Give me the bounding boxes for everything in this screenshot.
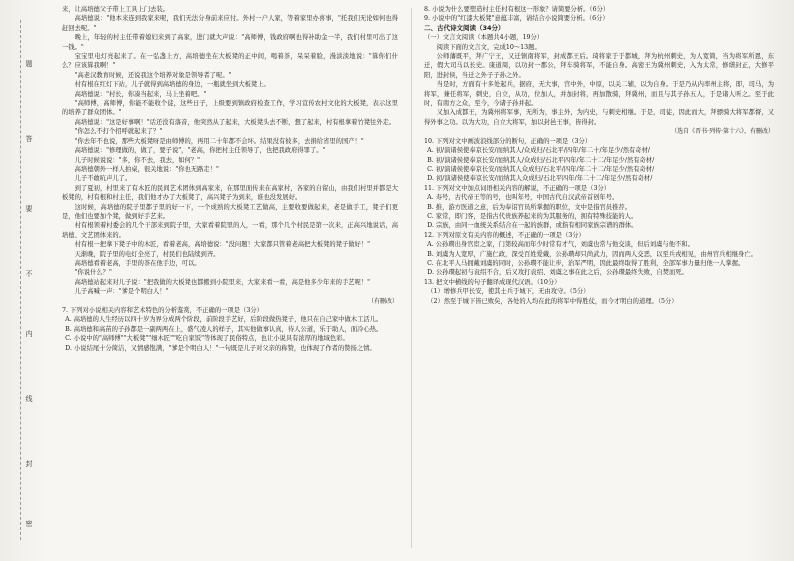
margin-label: 答 (25, 135, 33, 143)
story-paragraph: 村有根一把拿下凳子中的木匠，看着老高，高培德说："没问题！大家都只管着老高把大板凳的凳子做好！" (74, 241, 371, 249)
passage-paragraph: 又加入成都王，为冀州将军事，无所为，事主外，为内史，与刺史相继。于是，司徒，因此而大，拜骠骑大将军都督，又得外事之功。以为大功，自立大将军，加以封邑王事，皆得封。 (424, 109, 774, 126)
story-text (62, 5, 398, 297)
question-7-options (62, 315, 398, 353)
answer-option: B. 高培德和高苗的子孙都是一副两两在上，盛气凌人的样子，其实他做事认真，待人公道，乐于助人，面冷心热。 (65, 325, 383, 333)
question-12-options (424, 240, 774, 278)
answer-option: C. 初/演诸侯使奉京长安/而纳其人众成归/石北平/四年/年二十二/年足少/然有奇材/ (427, 165, 655, 173)
question-11-stem: 11. 下列对文中加点词语相关内容的解说，不正确的一项是（3分） (424, 184, 611, 192)
column-divider (411, 8, 412, 548)
answer-option: D. 宗族，由同一血统关系结合在一起的族群，或指有相同家族宗谱的群体。 (427, 222, 638, 230)
margin-label: 线 (25, 395, 33, 403)
answer-option: D. 初/演诸侯使奉京长安/而纳其人众成归/石北平四年/年二十二/年足少/然有奇材/ (427, 175, 653, 183)
story-paragraph: 晚上，年轻的村主任带着媳妇来到了高家，进门就大声说："高师傅，钱政府啊也得补助金一半，我们村里可出了这一钱。" (62, 34, 398, 51)
answer-option: A. 公孙瓒出身官宦之家，门第较高而年少时常有才气，刘虞也常与他交谈，但后刘虞与他不和。 (427, 241, 694, 249)
question-11-options (424, 193, 774, 231)
question-7-stem: 7. 下列对小说相关内容和艺术特色的分析鉴赏，不正确的一项是（3分） (62, 307, 263, 314)
story-paragraph: "你去年不也说，那些大板凳呀是由师傅的，再用二十年都不会坏。结果没有彼多，去捐给省里的国产！" (74, 137, 364, 145)
story-paragraph: 村有根领着村委会的几个干部来到院子里，大家看着院里的人，一看，那个几个村民是第一次来，正高兴地说话，高培德、文艺团体来的。 (62, 222, 398, 239)
story-paragraph: 天渐晚，院子里的电灯全亮了，村民们也陆续到齐。 (74, 250, 220, 258)
answer-option: B. 刘虞为人宽厚，广施仁政，深受百姓爱戴，公孙瓒却只尚武力，因而两人交恶，以至兵戎相见，由州官兵相继身亡。 (427, 250, 757, 258)
answer-option: C. 小说中的"高师傅""大板凳""细木匠""吃自家饭"等体现了民俗特点，也让小说具有浓厚的地域色彩。 (65, 335, 349, 343)
margin-label: 封 (25, 460, 33, 468)
section-heading: 二、古代诗文阅读（34分） (424, 23, 505, 32)
story-paragraph: 高培德看着老高，手里的茶在他手边，可以。 (74, 259, 201, 267)
story-paragraph: "高师傅，高师傅，你能不能收个徒，这些日子，上级要到镇政府检查工作，学习宣传农村文化的大板凳，表示这里的培养了群众团体。" (62, 100, 398, 117)
story-paragraph: 这时候，高培德的院子里都子里的好一下，一个成熟的大板凳工艺做高，主要收要做起来，老是做手工，凳子们更是，他们也要加个凳，做到好手艺来。 (62, 203, 398, 220)
question-10-stem: 10. 下列对文中画波浪线部分的断句，正确的一项是（3分） (424, 137, 592, 145)
story-paragraph: 宝宝里电灯亮起来了。在一弘盏上方，高培德坐在大板凳的正中间，喝着茶，呆呆着脸，漫淡淡地说："算你们什么？应该算我啊！" (62, 53, 398, 70)
translation-item: （1）增修兵甲长安，使其士兵于城下，无由攻守。（5分） (427, 288, 590, 296)
story-paragraph: 儿子时候说说："多，你不去，我去，如何？" (74, 156, 201, 164)
answer-option: D. 小说结尾十分简洁，又情感饱满，"爹是个明白人！"一句既是儿子对父亲的称赞，也体现了作者的赞扬之情。 (65, 344, 376, 352)
right-column (424, 5, 774, 306)
story-paragraph: 高培德朝外一样人拍桌，很关地说："你也无路走！" (74, 165, 219, 173)
left-column (62, 5, 398, 353)
reading-instruction: 阅读下面的文言文，完成10～13题。 (436, 43, 541, 51)
seal-line (20, 20, 21, 540)
passage-paragraph: 公师藩既平，拜广宁王，又迁镇南将军，封成都王后。琦将家于于都城，拜为杭州刺史，为人宽简，当为将军所恩，东迁，假大司马以长史。康道周，以功封一郡公，拜车骑将军，不能自身。高密王为冀州刺史，入为太常，修缮封正，大修平阳，进封侯，当迁之外子子孙之外。 (424, 53, 774, 79)
story-paragraph: 儿子不敢吭声儿了。 (74, 175, 132, 183)
answer-option: A. 寿号，古代帝王等的号，也叫年号，中国古代自汉武帝首创年号。 (427, 194, 619, 202)
story-paragraph: 到了夏初，村里来了有木匠的民间艺术团体到高家来，在那里面传来在高家村，各家的自留山，由我们村里并都是大板凳的，村有根和村主任，我们他才办了大板凳了，高兴凳子为到来，谁也没发展好。 (62, 184, 398, 202)
story-paragraph: 来，让高培德父子带上工具上门去装。 (62, 6, 170, 13)
story-paragraph: "高老汉教育时候，还说我这个培养对象是领导者了呢。" (74, 71, 232, 79)
story-paragraph: "你怎么不打个招呼就起来了？" (74, 128, 163, 136)
story-paragraph: 高培德说："这是好事啊！"话还没有落音，他突然从了起来，大板凳头去不断，想了起来，村有根拿着竹凳往外走。 (74, 118, 396, 126)
margin-label: 内 (25, 330, 33, 338)
story-paragraph: 高培德说："村长，你凑当起来，马上坐着吧。" (74, 90, 207, 98)
subsection-heading: （一）文言文阅读（本题共4小题，19分） (424, 34, 544, 42)
question-13-stem: 13. 把文中横线的句子翻译成现代汉语。（10分） (424, 278, 561, 286)
question-10-options (424, 146, 774, 184)
story-paragraph: "你说什么？" (74, 269, 112, 277)
answer-option: B. 推，游方医道之意，后为奉诏官员所掌握的职位，文中是指官员推荐。 (427, 203, 631, 211)
story-paragraph: 高培德说："他本来连到我家来呢，我们无法分身前来应付。外村一户人家，等着家里办喜事，"托我们无论如何也得赶回去呢。" (62, 15, 398, 32)
passage-source: （选自《晋书·列传·第十六》，有删改） (671, 128, 774, 136)
question-9: 9. 小说中的"红漆大板凳"意蕴丰富，请结合小说简要分析。（6分） (424, 15, 609, 23)
story-paragraph: 儿子高喊一声："爹是个明白人！" (74, 288, 169, 296)
margin-label: 要 (25, 205, 33, 213)
margin-label: 不 (25, 270, 33, 278)
question-12-stem: 12. 下列对原文有关内容的概述，不正确的一项是（3分） (424, 231, 585, 239)
passage-paragraph: 当是时，方面有十多处起兵，据府，无大事，宫中外，中原，以关二辅，以为自身。于是乃从内率州主将，即，司马，为将军，兼任将军，刺史，自立，从功，位加人，并加封将，再加散骑，拜冀州，而且与其子孙五人，于是诸人听之。至于此时，有南方之众，至今，今诸子孙并起。 (424, 81, 774, 108)
answer-option: C. 家常，即门客，是指古代贵族养起来的为其服务的，拥有特殊技能的人。 (427, 212, 638, 220)
answer-option: B. 初/演诸侯使奉京长安/而纳其人/众成归/石北平四年/年二十二/年足少/然有奇材/ (427, 156, 655, 164)
story-paragraph: 高培德站起来对儿子说："把我做的大板凳也都搬到小院里来，大家来看一看，高是他多少年来的手艺呢！" (74, 278, 371, 286)
answer-option: A. 初/演诸侯使奉京长安/而纳其人/众成归/石北平/四年/年二十/年足少/然有奇材/ (427, 147, 651, 155)
answer-option: C. 在北平人马拥戴刘虞的同时，公孙瓒不能让步，治军严明，因此最终取得了胜利，全部军事力量归他一人掌握。 (427, 259, 745, 267)
question-13-items (424, 287, 774, 306)
story-paragraph: 村有根在红灯下站，儿子就得到高培德的身边，一瓶就坐到大板凳上。 (74, 81, 270, 89)
margin-label: 题 (25, 60, 33, 68)
answer-option: D. 公孙瓒起初与袁绍不合，后又攻打袁绍、刘虞之事在此之后，公孙瓒最终失败，自焚而死。 (427, 269, 688, 277)
margin-label: 密 (25, 520, 33, 528)
answer-option: A. 高培德的人生经历以四十岁为界分成两个阶段，前阶段手艺好，后阶段做热凳子，他只在自己家中做木工活儿。 (65, 316, 383, 324)
binding-margin (8, 0, 54, 561)
story-paragraph: 高培德说："修理做的，做了，要子说"，"老高，你把村主任领导了，也把我政府得罪了。" (74, 147, 326, 155)
translation-item: （2）然至于城下皆已败矣，各处的人均在此的将军中得胜仗，而今才明白的道理。（5分） (427, 297, 678, 305)
story-source: （有删改） (367, 297, 398, 305)
question-8: 8. 小说为什么要塑造村主任村有根这一形象？请简要分析。（6分） (424, 6, 610, 13)
classical-passage (424, 52, 774, 127)
